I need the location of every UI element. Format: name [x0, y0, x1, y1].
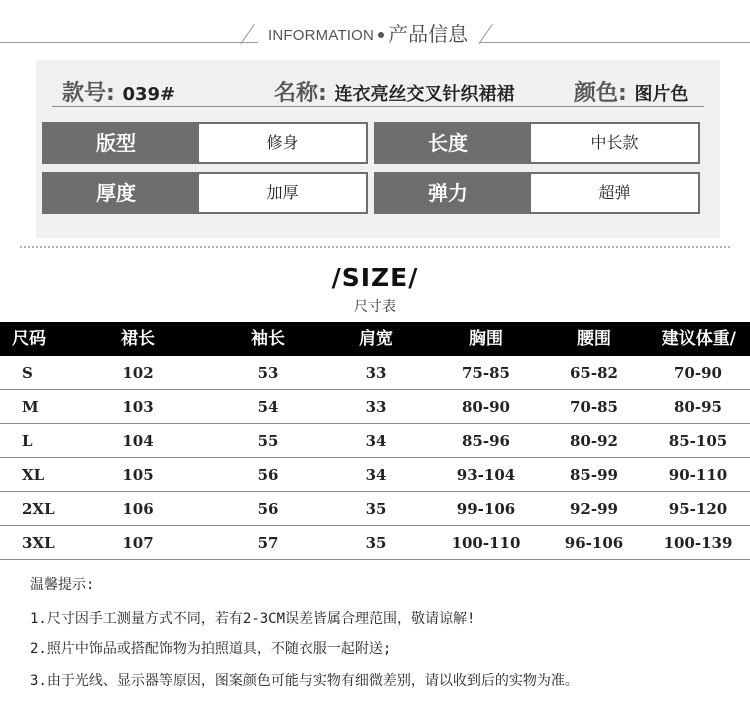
table-cell: 106 — [122, 500, 154, 518]
table-cell: 103 — [122, 398, 154, 416]
header-line-right — [480, 42, 750, 43]
table-cell: XL — [22, 466, 45, 484]
table-cell: 95-120 — [668, 500, 728, 518]
model-field — [62, 76, 175, 107]
table-cell: 80-95 — [674, 398, 722, 416]
name-value: 连衣亮丝交叉针织裙裙 — [334, 84, 515, 105]
table-header-cell: 裙长 — [121, 329, 155, 349]
table-cell: 53 — [257, 364, 279, 382]
table-cell: 34 — [365, 466, 387, 484]
color-field — [574, 76, 688, 107]
attribute-length — [374, 122, 700, 164]
table-row — [0, 526, 750, 560]
table-cell: L — [22, 432, 33, 450]
table-cell: 56 — [257, 500, 279, 518]
table-cell: 100-110 — [451, 534, 521, 552]
header-title-en: INFORMATION — [268, 27, 375, 44]
table-cell: 65-82 — [570, 364, 618, 382]
table-cell: S — [22, 364, 33, 382]
product-info-row — [62, 76, 702, 106]
table-cell: 55 — [257, 432, 279, 450]
table-header-cell: 腰围 — [577, 329, 611, 349]
table-row — [0, 458, 750, 492]
table-cell: 92-99 — [570, 500, 618, 518]
size-title: /SIZE/ — [331, 263, 419, 292]
color-value: 图片色 — [634, 84, 689, 105]
table-header-cell: 袖长 — [251, 329, 285, 349]
table-cell: 85-105 — [668, 432, 728, 450]
attribute-value: 超弹 — [598, 183, 631, 202]
note-item: 2.照片中饰品或搭配饰物为拍照道具，不随衣服一起附送; — [30, 641, 392, 657]
table-cell: 99-106 — [456, 500, 516, 518]
model-value: 039# — [122, 84, 176, 105]
table-header-cell: 尺码 — [12, 329, 46, 349]
header-title — [268, 18, 468, 47]
header-line-left — [0, 42, 258, 43]
table-row — [0, 492, 750, 526]
table-body — [0, 356, 750, 560]
table-cell: 85-96 — [462, 432, 510, 450]
dot-icon — [378, 32, 384, 38]
info-divider — [52, 106, 704, 107]
table-cell: 80-92 — [570, 432, 618, 450]
table-cell: 96-106 — [564, 534, 624, 552]
table-row — [0, 356, 750, 390]
table-cell: 2XL — [22, 500, 55, 518]
table-cell: 35 — [365, 534, 387, 552]
table-cell: 70-90 — [674, 364, 722, 382]
table-cell: 102 — [122, 364, 154, 382]
attribute-thickness — [42, 172, 368, 214]
table-cell: 3XL — [22, 534, 55, 552]
product-info-panel — [36, 60, 720, 238]
table-header-cell: 肩宽 — [359, 329, 393, 349]
table-cell: 105 — [122, 466, 154, 484]
attribute-key: 厚度 — [44, 174, 199, 212]
section-header — [0, 10, 750, 48]
attribute-key: 弹力 — [376, 174, 531, 212]
table-cell: 107 — [122, 534, 154, 552]
table-cell: 35 — [365, 500, 387, 518]
header-title-cn: 产品信息 — [388, 24, 469, 46]
table-cell: 56 — [257, 466, 279, 484]
name-field — [274, 76, 514, 107]
name-label: 名称: — [274, 81, 327, 106]
dotted-divider — [20, 246, 730, 248]
table-cell: 75-85 — [462, 364, 510, 382]
attribute-key: 版型 — [44, 124, 199, 162]
color-label: 颜色: — [574, 81, 627, 106]
attribute-value: 修身 — [266, 133, 299, 152]
table-cell: 57 — [257, 534, 279, 552]
table-cell: 70-85 — [570, 398, 618, 416]
attribute-key: 长度 — [376, 124, 531, 162]
note-item: 3.由于光线、显示器等原因，图案颜色可能与实物有细微差别，请以收到后的实物为准。 — [30, 673, 579, 689]
size-subtitle: 尺寸表 — [354, 299, 396, 315]
table-cell: 85-99 — [570, 466, 618, 484]
table-cell: 100-139 — [663, 534, 733, 552]
attribute-value: 加厚 — [266, 183, 299, 202]
table-header-cell: 胸围 — [469, 329, 503, 349]
table-row — [0, 390, 750, 424]
table-cell: 54 — [257, 398, 279, 416]
table-cell: 34 — [365, 432, 387, 450]
model-label: 款号: — [62, 81, 115, 106]
attribute-value: 中长款 — [590, 133, 639, 152]
attribute-elasticity — [374, 172, 700, 214]
table-cell: 90-110 — [668, 466, 728, 484]
table-cell: 104 — [122, 432, 154, 450]
table-cell: 33 — [365, 364, 387, 382]
note-item: 1.尺寸因手工测量方式不同，若有2-3CM误差皆属合理范围，敬请谅解! — [30, 611, 476, 627]
table-cell: 80-90 — [462, 398, 510, 416]
table-row — [0, 424, 750, 458]
table-header-cell: 建议体重/斤 — [661, 329, 736, 383]
size-table — [0, 322, 750, 560]
table-cell: 33 — [365, 398, 387, 416]
table-cell: 93-104 — [456, 466, 516, 484]
table-cell: M — [22, 398, 39, 416]
attribute-fit — [42, 122, 368, 164]
notes-title: 温馨提示: — [30, 577, 95, 593]
